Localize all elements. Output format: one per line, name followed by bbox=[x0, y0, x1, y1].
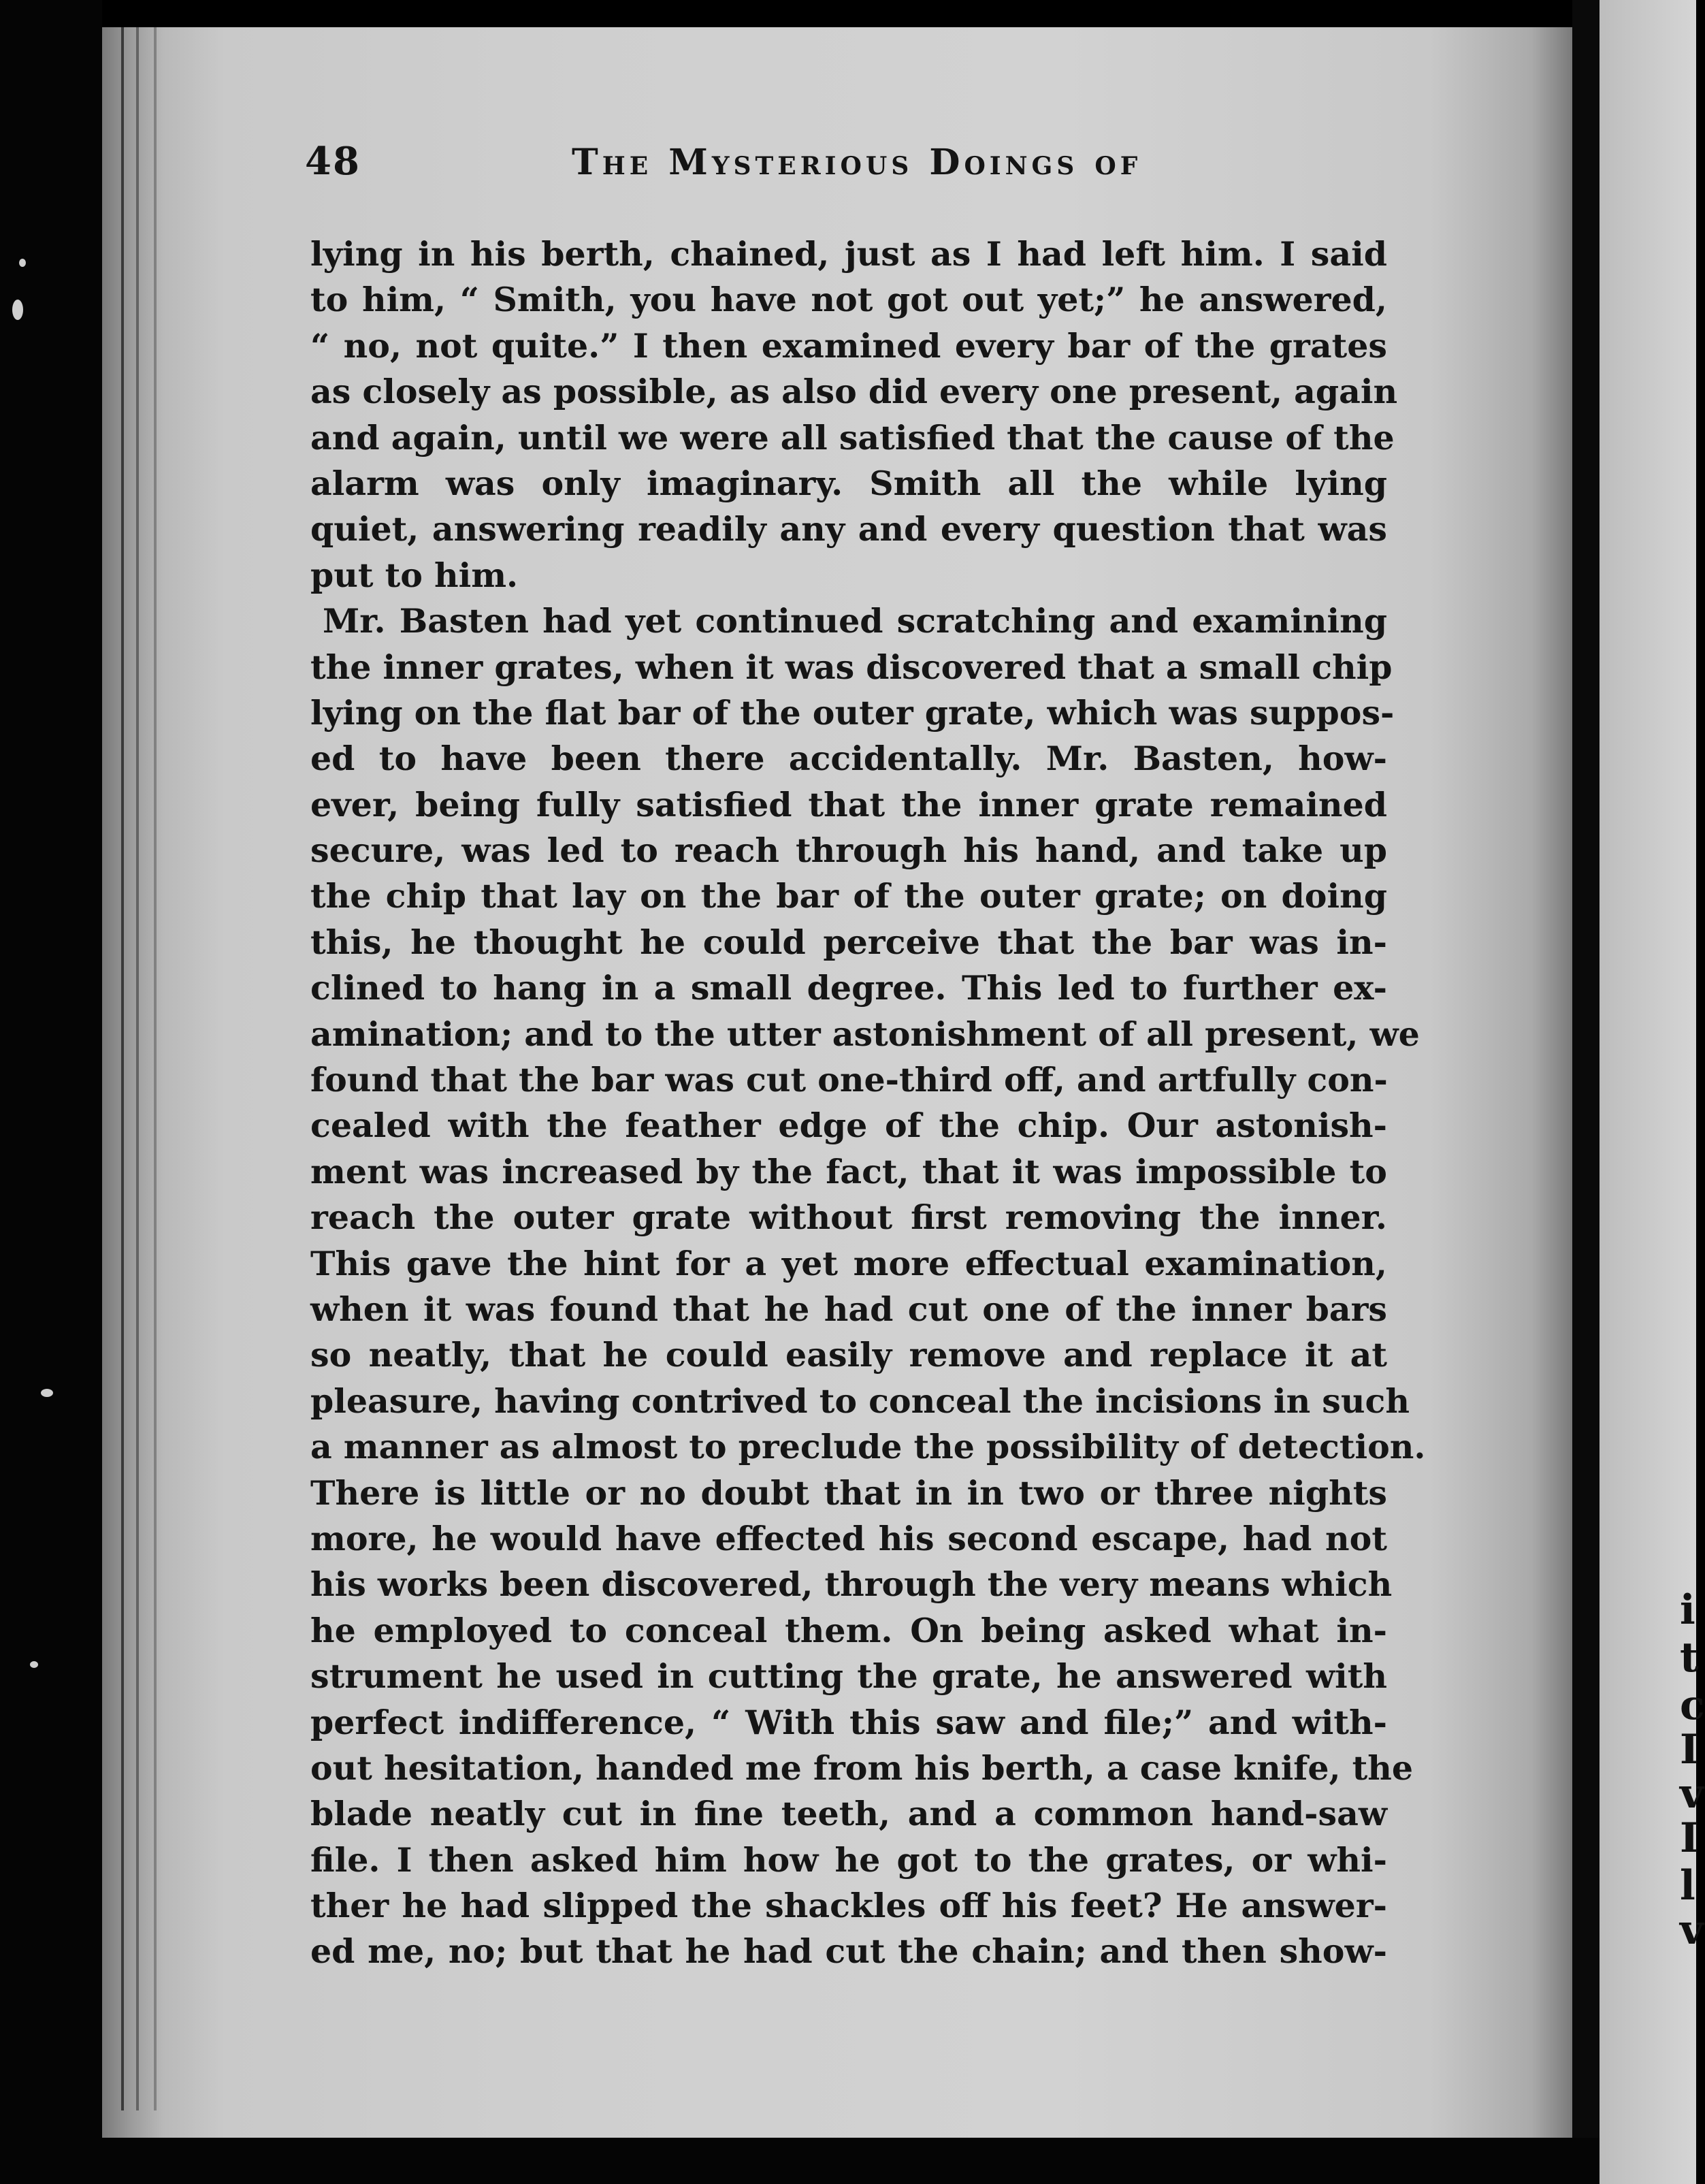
adjacent-page-glyph: I bbox=[1680, 1814, 1700, 1862]
text-line: pleasure, having contrived to conceal the incisions in such bbox=[310, 1381, 1410, 1421]
text-line: lying on the flat bar of the outer grate, which was suppos- bbox=[310, 692, 1395, 733]
text-line: strument he used in cutting the grate, he answered with bbox=[310, 1656, 1387, 1697]
text-line: reach the outer grate without first removing the inner. bbox=[310, 1198, 1387, 1238]
binding-line bbox=[121, 27, 124, 2110]
text-line: put to him. bbox=[310, 555, 519, 595]
adjacent-page-glyph: v bbox=[1680, 1770, 1704, 1818]
page-header bbox=[305, 139, 1394, 193]
text-line: quiet, answering readily any and every question that was bbox=[310, 509, 1387, 549]
speck bbox=[19, 259, 26, 267]
text-line: clined to hang in a small degree. This led to further ex- bbox=[310, 968, 1387, 1008]
text-line: this, he thought he could perceive that the bar was in- bbox=[310, 922, 1387, 962]
binding-line bbox=[154, 27, 157, 2110]
adjacent-page-glyph: i bbox=[1680, 1586, 1695, 1634]
text-line: file. I then asked him how he got to the grates, or whi- bbox=[310, 1840, 1387, 1880]
left-gutter bbox=[0, 0, 102, 2184]
text-line: ment was increased by the fact, that it was impossible to bbox=[310, 1151, 1387, 1191]
adjacent-page-glyph: c bbox=[1680, 1682, 1705, 1729]
text-line: so neatly, that he could easily remove and replace it at bbox=[310, 1335, 1387, 1375]
speck bbox=[12, 300, 23, 320]
text-line: ed to have been there accidentally. Mr. Basten, how- bbox=[310, 739, 1387, 779]
page-number: 48 bbox=[305, 139, 361, 184]
page-right-edge bbox=[1572, 0, 1600, 2184]
text-line: to him, “ Smith, you have not got out yet;” he answered, bbox=[310, 280, 1387, 320]
speck bbox=[41, 1389, 53, 1397]
text-line: he employed to conceal them. On being asked what in- bbox=[310, 1610, 1387, 1650]
text-line: blade neatly cut in fine teeth, and a common hand-saw bbox=[310, 1794, 1387, 1834]
text-line: ed me, no; but that he had cut the chain; and then show- bbox=[310, 1931, 1387, 1972]
text-line: alarm was only imaginary. Smith all the while lying bbox=[310, 463, 1387, 503]
text-line: a manner as almost to preclude the possibility of detection. bbox=[310, 1427, 1426, 1467]
text-line: the chip that lay on the bar of the outer grate; on doing bbox=[310, 876, 1387, 916]
text-line: when it was found that he had cut one of the inner bars bbox=[310, 1289, 1387, 1329]
text-line: perfect indifference, “ With this saw and file;” and with- bbox=[310, 1702, 1387, 1742]
text-line: This gave the hint for a yet more effectual examination, bbox=[310, 1243, 1387, 1283]
text-line: ther he had slipped the shackles off his feet? He answer- bbox=[310, 1886, 1387, 1926]
body-text bbox=[310, 231, 1426, 1975]
text-line: and again, until we were all satisfied that the cause of the bbox=[310, 417, 1395, 457]
adjacent-page-glyph: I bbox=[1680, 1726, 1700, 1773]
text-line: ever, being fully satisfied that the inner grate remained bbox=[310, 784, 1387, 824]
adjacent-page-glyph: t bbox=[1680, 1634, 1699, 1682]
binding-line bbox=[136, 27, 139, 2110]
text-line: secure, was led to reach through his hand, and take up bbox=[310, 831, 1387, 871]
text-line: the inner grates, when it was discovered that a small chip bbox=[310, 647, 1393, 687]
bottom-shadow bbox=[102, 2138, 1600, 2184]
text-line: “ no, not quite.” I then examined every bar of the grates bbox=[310, 325, 1387, 366]
adjacent-page-glyph: v bbox=[1680, 1906, 1704, 1954]
text-line: lying in his berth, chained, just as I had left him. I said bbox=[310, 234, 1387, 274]
running-title: The Mysterious Doings of bbox=[572, 142, 1142, 183]
text-line: more, he would have effected his second escape, had not bbox=[310, 1518, 1387, 1558]
text-line: out hesitation, handed me from his berth, a case knife, the bbox=[310, 1748, 1414, 1788]
text-line: Mr. Basten had yet continued scratching and examining bbox=[323, 601, 1387, 641]
text-line: There is little or no doubt that in in two or three nights bbox=[310, 1473, 1387, 1513]
text-line: amination; and to the utter astonishment of all present, we bbox=[310, 1014, 1420, 1054]
adjacent-page-glyph: l bbox=[1680, 1862, 1695, 1910]
text-line: found that the bar was cut one-third off, and artfully con- bbox=[310, 1060, 1388, 1100]
text-line: as closely as possible, as also did every one present, again bbox=[310, 372, 1398, 412]
text-line: cealed with the feather edge of the chip. Our astonish- bbox=[310, 1106, 1387, 1146]
speck bbox=[30, 1661, 38, 1668]
text-line: his works been discovered, through the very means which bbox=[310, 1564, 1393, 1605]
